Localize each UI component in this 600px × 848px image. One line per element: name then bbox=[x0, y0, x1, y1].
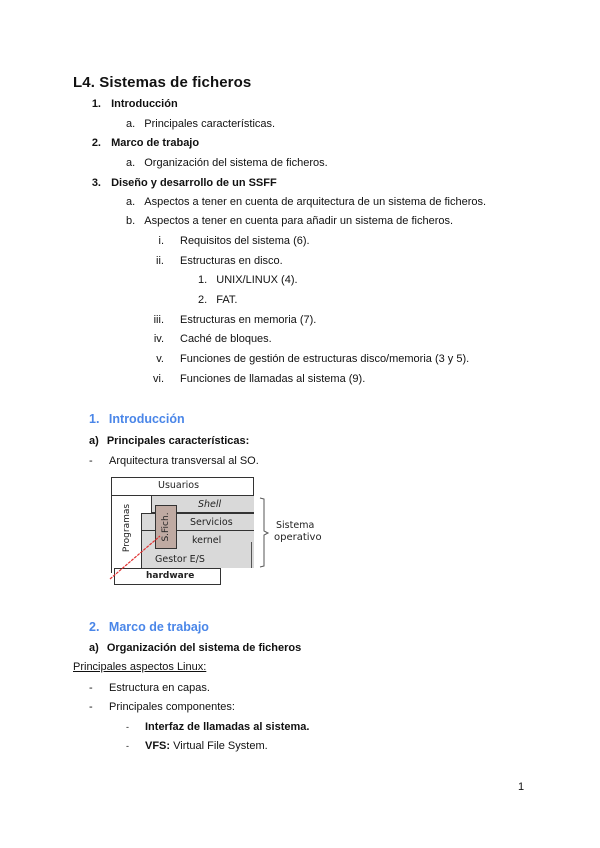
toc-item-3b-v[interactable] bbox=[140, 353, 470, 365]
toc-num: i. bbox=[158, 235, 164, 247]
bullet-text: Estructura en capas. bbox=[109, 682, 210, 694]
toc-label: Principales características. bbox=[144, 118, 276, 130]
toc-label: Aspectos a tener en cuenta para añadir un sistema de ficheros. bbox=[144, 215, 454, 227]
sub-num: a) bbox=[89, 435, 99, 447]
toc-num: a. bbox=[126, 196, 136, 208]
subheading-principales bbox=[89, 435, 249, 447]
bullet-dot-icon: - bbox=[126, 722, 129, 732]
toc-num: ii. bbox=[156, 255, 164, 267]
toc-num: b. bbox=[126, 215, 136, 227]
bullet-arquitectura bbox=[89, 455, 259, 467]
subheading-organizacion bbox=[89, 642, 301, 654]
dash-icon: - bbox=[89, 682, 93, 694]
toc-item-3[interactable] bbox=[89, 177, 277, 189]
heading-num: 1. bbox=[89, 412, 100, 426]
toc-num: 1. bbox=[91, 98, 101, 110]
label-usuarios: Usuarios bbox=[158, 480, 200, 491]
toc-label: Diseño y desarrollo de un SSFF bbox=[111, 177, 277, 189]
toc-label: UNIX/LINUX (4). bbox=[216, 274, 298, 286]
sub-num: a) bbox=[89, 642, 99, 654]
toc-label: Requisitos del sistema (6). bbox=[180, 235, 310, 247]
toc-num: vi. bbox=[153, 373, 164, 385]
heading-num: 2. bbox=[89, 620, 100, 634]
label-sistema: Sistema bbox=[276, 520, 315, 531]
toc-label: Estructuras en disco. bbox=[180, 255, 283, 267]
label-sfich: S.Fich. bbox=[161, 512, 171, 542]
toc-label: Funciones de llamadas al sistema (9). bbox=[180, 373, 366, 385]
bullet-componentes bbox=[89, 701, 235, 713]
label-programas: Programas bbox=[122, 503, 132, 553]
bullet-text: Principales componentes: bbox=[109, 701, 235, 713]
page-number: 1 bbox=[518, 781, 525, 793]
label-shell: Shell bbox=[198, 499, 222, 510]
sub-text: Principales características: bbox=[106, 435, 250, 447]
toc-item-3b-i[interactable] bbox=[140, 235, 310, 247]
underlined-label: Principales aspectos Linux: bbox=[73, 661, 207, 673]
component-interfaz bbox=[126, 721, 310, 733]
label-operativo: operativo bbox=[274, 532, 322, 543]
page-title: L4. Sistemas de ficheros bbox=[73, 74, 252, 91]
toc-item-3b-iv[interactable] bbox=[140, 333, 272, 345]
component-bold: Interfaz de llamadas al sistema. bbox=[145, 721, 310, 733]
toc-label: Aspectos a tener en cuenta de arquitectura de un sistema de ficheros. bbox=[144, 196, 487, 208]
toc-item-1[interactable] bbox=[89, 98, 178, 110]
label-hardware: hardware bbox=[146, 571, 195, 581]
label-gestor: Gestor E/S bbox=[155, 554, 205, 565]
os-architecture-diagram bbox=[108, 476, 323, 588]
toc-num: a. bbox=[126, 157, 136, 169]
toc-num: a. bbox=[126, 118, 136, 130]
toc-label: Estructuras en memoria (7). bbox=[180, 314, 317, 326]
toc-label: Caché de bloques. bbox=[180, 333, 272, 345]
toc-item-2[interactable] bbox=[89, 137, 199, 149]
label-kernel: kernel bbox=[192, 535, 222, 546]
toc-num: v. bbox=[156, 353, 164, 365]
component-bold: VFS: bbox=[145, 740, 171, 752]
toc-num: iv. bbox=[153, 333, 164, 345]
toc-label: Organización del sistema de ficheros. bbox=[144, 157, 328, 169]
dash-icon: - bbox=[89, 455, 93, 467]
toc-label: Introducción bbox=[111, 98, 178, 110]
sub-text: Organización del sistema de ficheros bbox=[106, 642, 302, 654]
toc-item-2a[interactable] bbox=[126, 157, 328, 169]
toc-num: 1. bbox=[198, 274, 208, 286]
toc-item-3b-ii[interactable] bbox=[140, 255, 283, 267]
bullet-estructura bbox=[89, 682, 210, 694]
label-servicios: Servicios bbox=[190, 517, 233, 528]
toc-label: Marco de trabajo bbox=[111, 137, 200, 149]
component-vfs bbox=[126, 740, 268, 752]
section-heading-marco bbox=[89, 620, 209, 634]
section-heading-introduccion bbox=[89, 412, 185, 426]
toc-num: iii. bbox=[153, 314, 164, 326]
heading-text: Marco de trabajo bbox=[108, 620, 209, 634]
heading-text: Introducción bbox=[108, 412, 185, 426]
component-text: Virtual File System. bbox=[170, 740, 268, 752]
toc-item-3b-ii-2[interactable] bbox=[198, 294, 237, 306]
toc-item-3a[interactable] bbox=[126, 196, 486, 208]
toc-item-3b-vi[interactable] bbox=[140, 373, 366, 385]
toc-item-3b[interactable] bbox=[126, 215, 453, 227]
toc-item-1a[interactable] bbox=[126, 118, 275, 130]
dash-icon: - bbox=[89, 701, 93, 713]
toc-item-3b-ii-1[interactable] bbox=[198, 274, 298, 286]
bullet-text: Arquitectura transversal al SO. bbox=[109, 455, 259, 467]
toc-item-3b-iii[interactable] bbox=[140, 314, 317, 326]
toc-num: 2. bbox=[198, 294, 208, 306]
toc-label: Funciones de gestión de estructuras disco/memoria (3 y 5). bbox=[180, 353, 470, 365]
toc-num: 3. bbox=[91, 177, 101, 189]
toc-label: FAT. bbox=[216, 294, 238, 306]
bullet-dot-icon: - bbox=[126, 741, 129, 751]
toc-num: 2. bbox=[91, 137, 101, 149]
